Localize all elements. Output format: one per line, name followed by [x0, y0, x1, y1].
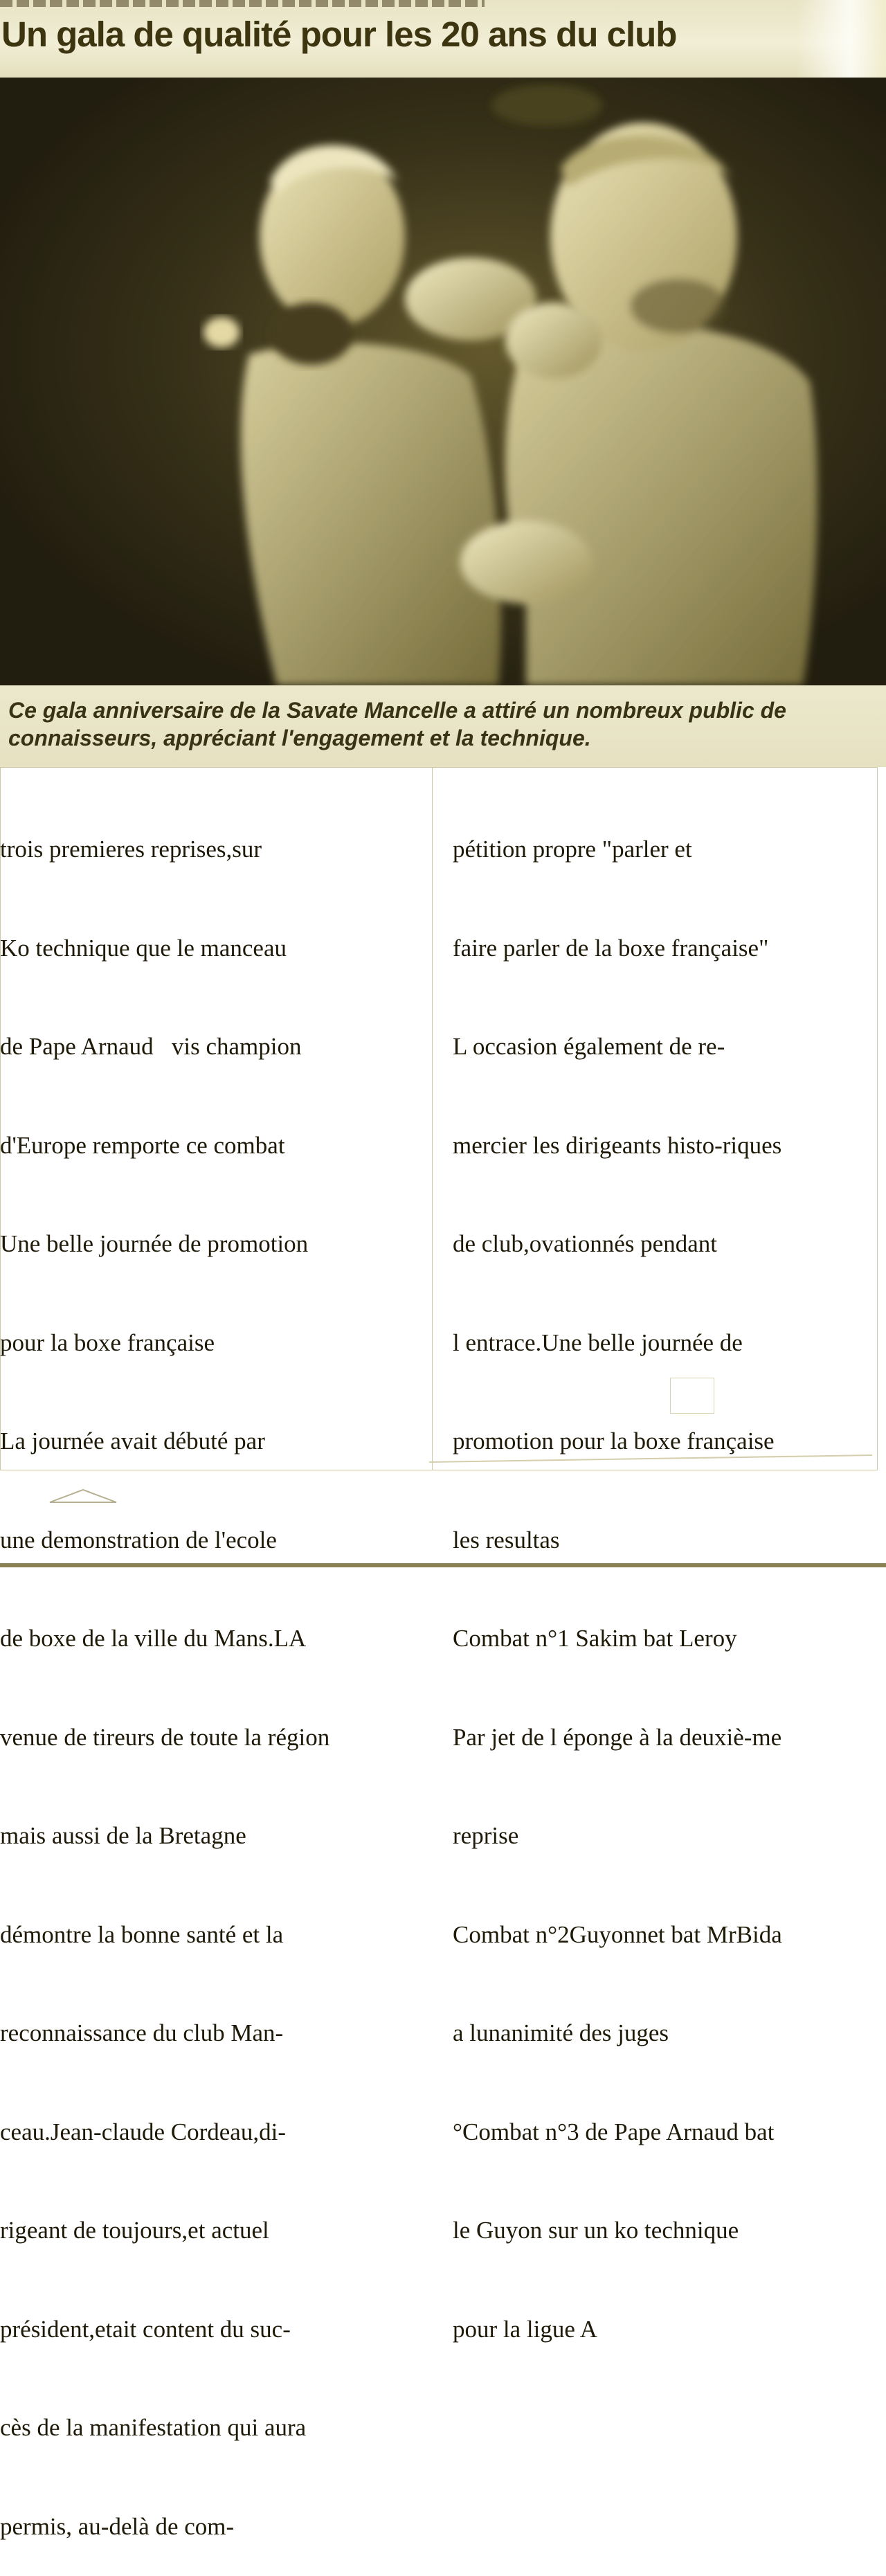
bottom-rule [0, 1563, 886, 1567]
text-line: trois premieres reprises,sur [0, 836, 262, 863]
text-line: les resultas [453, 1526, 560, 1553]
text-line: Ko technique que le manceau [0, 934, 287, 962]
text-line: pour la boxe française [0, 1328, 215, 1356]
text-line: La journée avait débuté par [0, 1427, 265, 1454]
result-line: a lunanimité des juges [453, 2019, 669, 2046]
text-line: mercier les dirigeants histo-riques [453, 1131, 782, 1159]
text-line: démontre la bonne santé et la [0, 1920, 284, 1948]
result-line: °Combat n°3 de Pape Arnaud bat [453, 2118, 775, 2145]
result-line: pour la ligue A [453, 2315, 597, 2343]
text-line: L occasion également de re- [453, 1033, 725, 1060]
paper-smudge [796, 0, 886, 78]
text-line: Une belle journée de promotion [0, 1230, 309, 1257]
result-line: Combat n°1 Sakim bat Leroy [453, 1625, 737, 1652]
photo-caption: Ce gala anniversaire de la Savate Mancelle a attiré un nombreux public de connaisseurs, appréciant l'engagement et la technique. [8, 698, 786, 750]
text-line: ceau.Jean-claude Cordeau,di- [0, 2118, 286, 2145]
result-line: Combat n°2Guyonnet bat MrBida [453, 1920, 782, 1948]
boxers-photo-illustration [0, 78, 886, 685]
article-photo [0, 78, 886, 685]
text-line: reconnaissance du club Man- [0, 2019, 284, 2046]
article-column-left [0, 767, 436, 2576]
text-line: pétition propre "parler et [453, 836, 692, 863]
chevron-up-icon [48, 1487, 118, 1504]
article-column-right [453, 767, 886, 2379]
text-line: permis, au-delà de com- [0, 2512, 235, 2540]
text-line: venue de tireurs de toute la région [0, 1723, 330, 1751]
paper-fold-line [429, 1454, 872, 1463]
result-line: reprise [453, 1822, 519, 1849]
text-line: d'Europe remporte ce combat [0, 1131, 285, 1159]
caption-band [0, 685, 886, 767]
result-line: Par jet de l éponge à la deuxiè-me [453, 1723, 782, 1751]
text-line: une demonstration de l'ecole [0, 1526, 277, 1553]
article-headline: Un gala de qualité pour les 20 ans du club [1, 15, 677, 54]
text-line: faire parler de la boxe française" [453, 934, 769, 962]
text-line: rigeant de toujours,et actuel [0, 2217, 269, 2244]
text-line: cès de la manifestation qui aura [0, 2414, 307, 2441]
result-line: le Guyon sur un ko technique [453, 2217, 739, 2244]
text-line: de boxe de la ville du Mans.LA [0, 1625, 307, 1652]
text-line: président,etait content du suc- [0, 2315, 291, 2343]
text-line: mais aussi de la Bretagne [0, 1822, 246, 1849]
text-line: promotion pour la boxe française [453, 1427, 775, 1454]
text-line: de club,ovationnés pendant [453, 1230, 717, 1257]
cut-off-kicker [0, 0, 485, 7]
text-line: l entrace.Une belle journée de [453, 1328, 743, 1356]
empty-frame-box [670, 1378, 714, 1414]
text-line: de Pape Arnaud vis champion [0, 1033, 302, 1060]
headline-strip [0, 0, 886, 78]
